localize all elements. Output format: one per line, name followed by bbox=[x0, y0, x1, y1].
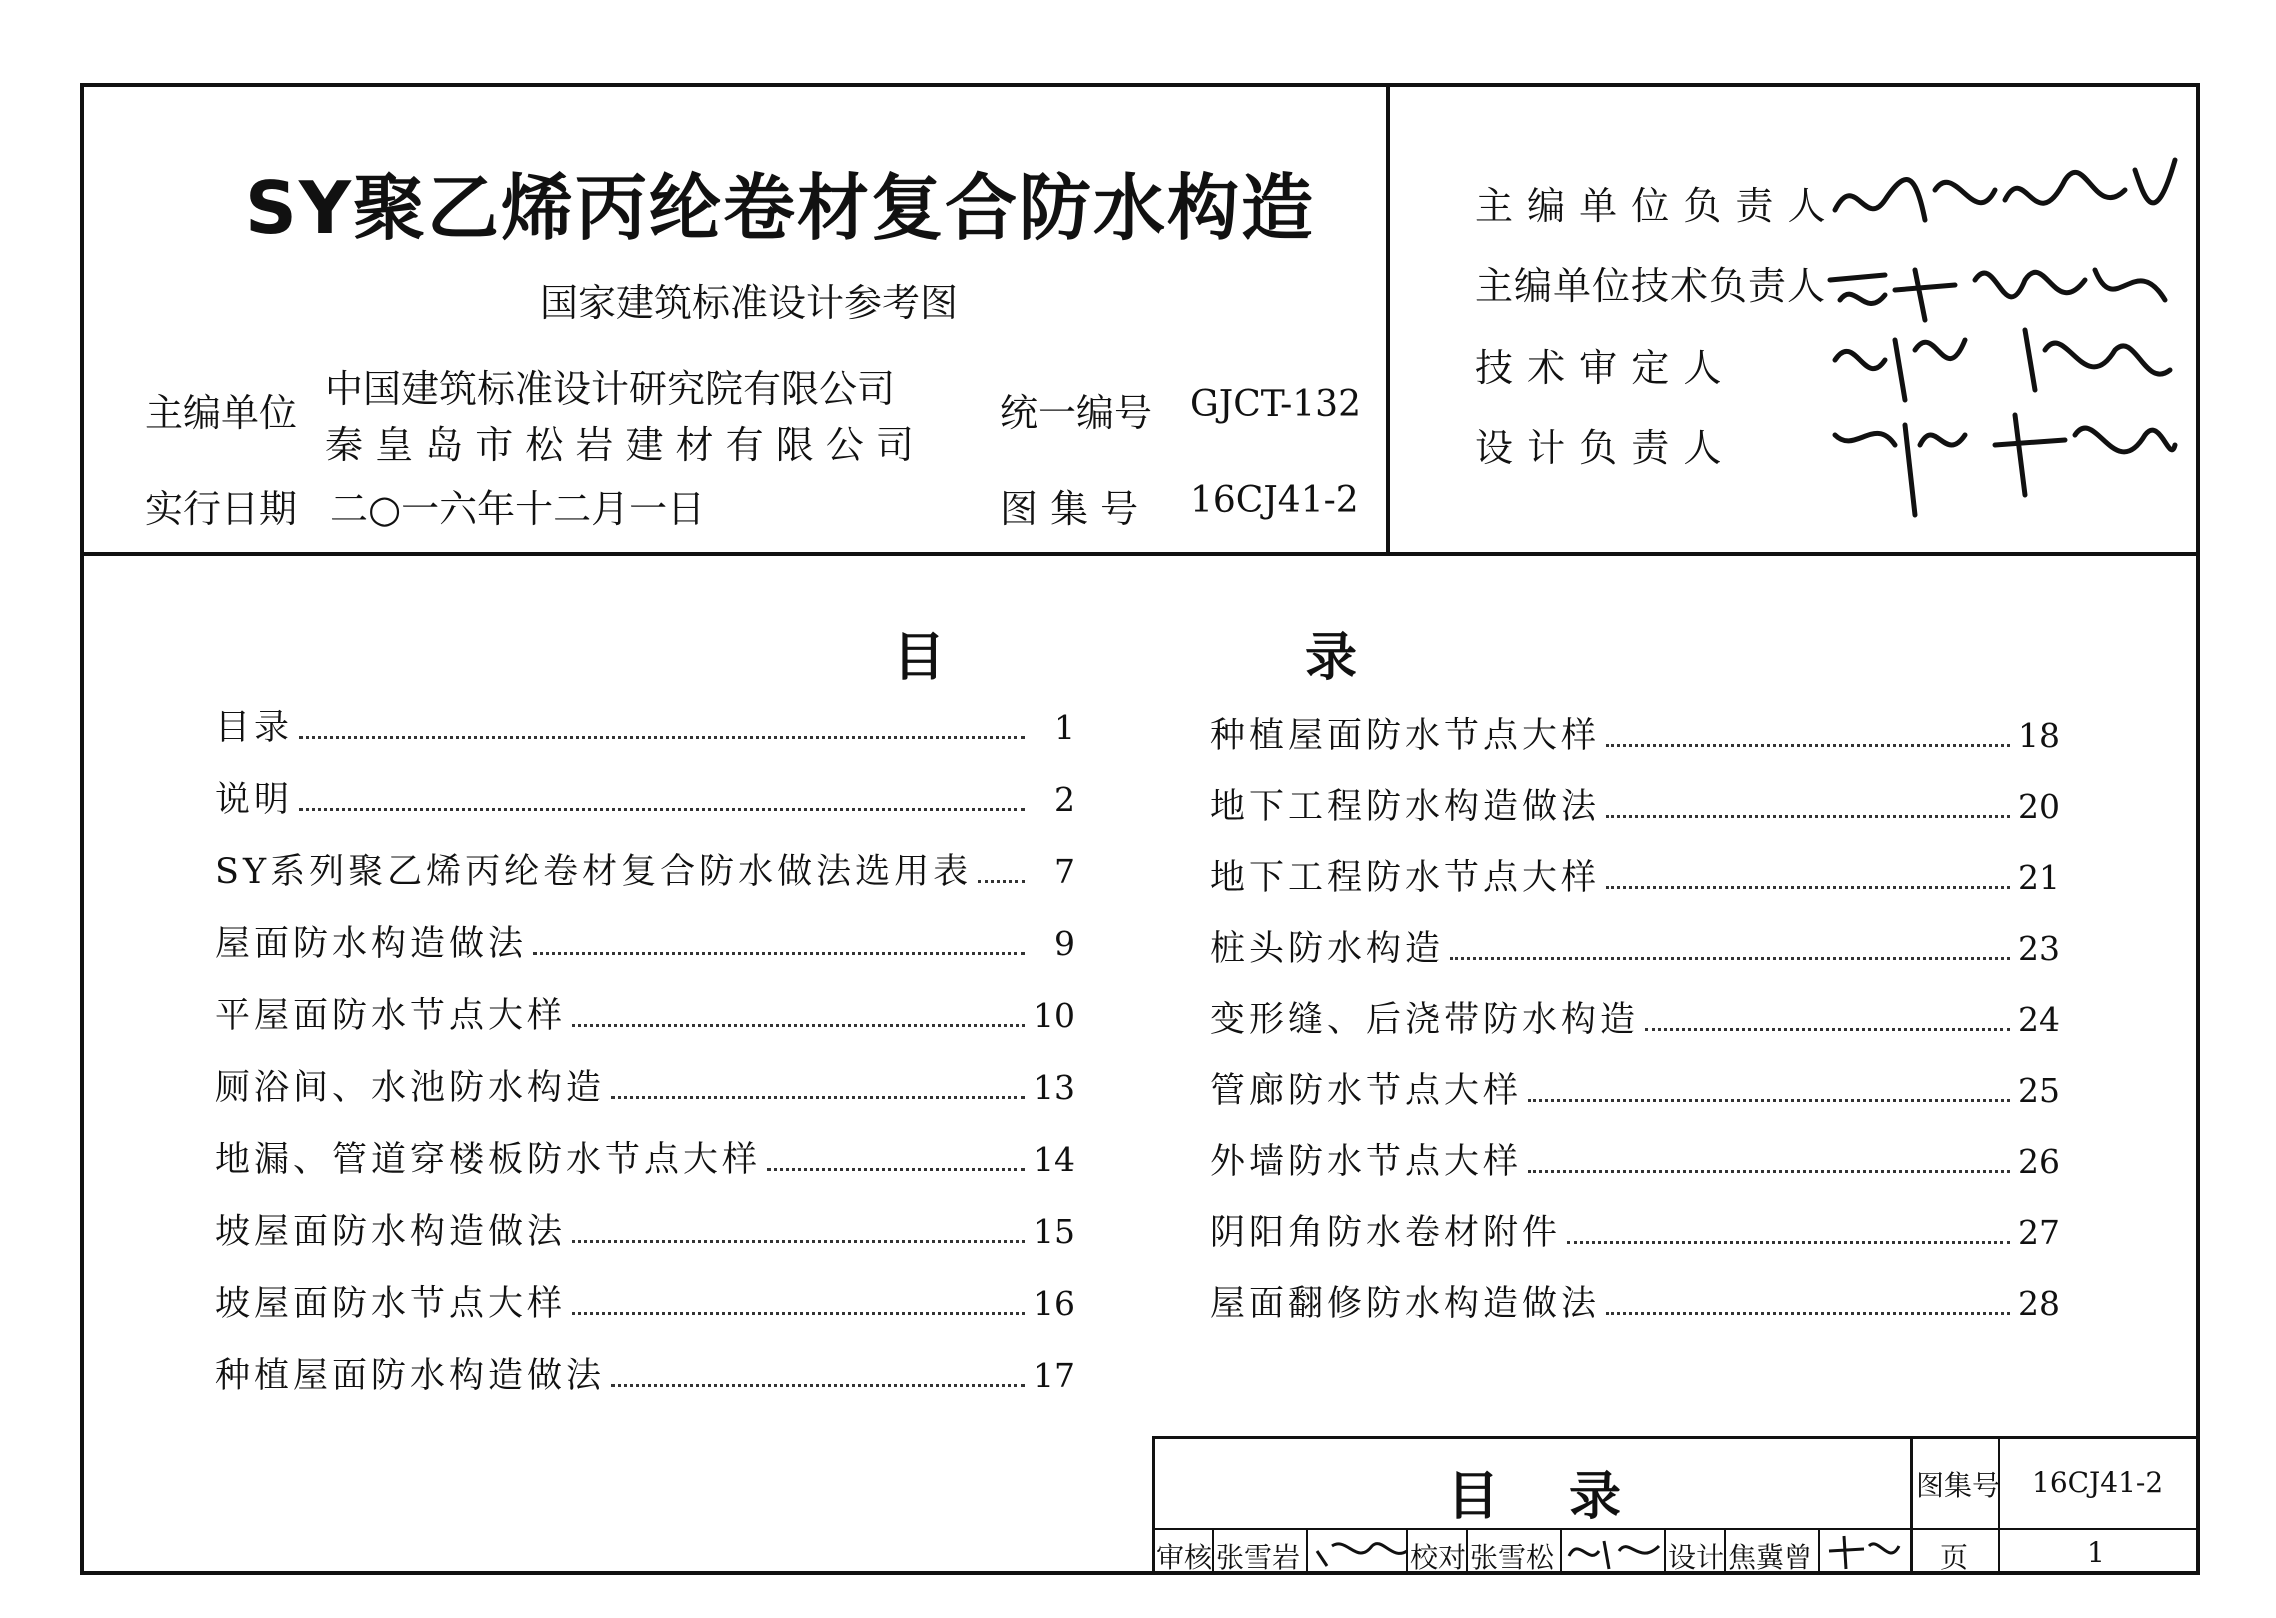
toc-leader-dots bbox=[1606, 1312, 2010, 1315]
title-block-atlas-value: 16CJ41-2 bbox=[2032, 1466, 2164, 1499]
toc-heading-left: 目 bbox=[893, 627, 946, 688]
toc-entry-title: 地漏、管道穿楼板防水节点大样 bbox=[215, 1140, 762, 1180]
toc-entry-title: 管廊防水节点大样 bbox=[1210, 1071, 1523, 1111]
tb-col-8 bbox=[1818, 1530, 1820, 1575]
toc-entry-title: 坡屋面防水构造做法 bbox=[215, 1212, 567, 1252]
toc-entry-page: 28 bbox=[2018, 1284, 2060, 1323]
toc-entry-page: 16 bbox=[1033, 1284, 1075, 1323]
review-label: 审核 bbox=[1156, 1541, 1213, 1574]
check-label: 校对 bbox=[1410, 1541, 1467, 1574]
toc-leader-dots bbox=[1606, 744, 2010, 747]
toc-entry-page: 1 bbox=[1054, 708, 1075, 747]
designer-signature bbox=[1824, 1531, 1904, 1571]
effective-date-label: 实行日期 bbox=[145, 487, 298, 531]
toc-leader-dots bbox=[1528, 1170, 2010, 1173]
toc-entry-page: 15 bbox=[1033, 1212, 1075, 1251]
toc-entry-title: 说明 bbox=[215, 780, 294, 820]
tb-col-5 bbox=[1560, 1530, 1562, 1575]
toc-entry-page: 21 bbox=[2018, 858, 2060, 897]
toc-entry[interactable] bbox=[1210, 779, 2060, 829]
toc-entry[interactable] bbox=[215, 772, 1075, 822]
toc-entry[interactable] bbox=[1210, 1063, 2060, 1113]
technical-approver-role: 技 术 审 定 人 bbox=[1475, 346, 1723, 390]
title-block-title: 目录 bbox=[1447, 1466, 1692, 1527]
toc-leader-dots bbox=[978, 880, 1025, 883]
toc-entry-page: 14 bbox=[1033, 1140, 1075, 1179]
toc-entry-title: 目录 bbox=[215, 708, 294, 748]
toc-entry-page: 17 bbox=[1033, 1356, 1075, 1395]
toc-entry-page: 7 bbox=[1054, 852, 1075, 891]
toc-entry[interactable] bbox=[215, 988, 1075, 1038]
toc-entry-page: 23 bbox=[2018, 929, 2060, 968]
checker-signature bbox=[1564, 1531, 1664, 1571]
tb-col-1 bbox=[1212, 1530, 1214, 1575]
toc-entry[interactable] bbox=[1210, 992, 2060, 1042]
design-lead-signature bbox=[1825, 395, 2185, 525]
title-block-page-label: 页 bbox=[1940, 1541, 1969, 1574]
toc-entry-page: 27 bbox=[2018, 1213, 2060, 1252]
toc-leader-dots bbox=[533, 952, 1025, 955]
toc-entry-title: 种植屋面防水节点大样 bbox=[1210, 716, 1601, 756]
document-subtitle: 国家建筑标准设计参考图 bbox=[540, 281, 959, 325]
toc-leader-dots bbox=[299, 736, 1025, 739]
toc-leader-dots bbox=[611, 1384, 1025, 1387]
toc-entry-title: 厕浴间、水池防水构造 bbox=[215, 1068, 606, 1108]
toc-entry[interactable] bbox=[1210, 1205, 2060, 1255]
checker-name: 张雪松 bbox=[1470, 1541, 1555, 1574]
reviewer-name: 张雪岩 bbox=[1216, 1541, 1301, 1574]
toc-entry-title: 桩头防水构造 bbox=[1210, 929, 1445, 969]
toc-entry-page: 25 bbox=[2018, 1071, 2060, 1110]
toc-entry[interactable] bbox=[215, 700, 1075, 750]
toc-leader-dots bbox=[1606, 886, 2010, 889]
toc-entry-page: 13 bbox=[1033, 1068, 1075, 1107]
toc-entry[interactable] bbox=[215, 916, 1075, 966]
toc-entry[interactable] bbox=[215, 1348, 1075, 1398]
toc-entry-title: 地下工程防水构造做法 bbox=[1210, 787, 1601, 827]
tb-col-7 bbox=[1724, 1530, 1726, 1575]
atlas-number: 16CJ41-2 bbox=[1190, 480, 1359, 521]
toc-leader-dots bbox=[1567, 1241, 2010, 1244]
toc-entry-title: 外墙防水节点大样 bbox=[1210, 1142, 1523, 1182]
toc-entry-page: 26 bbox=[2018, 1142, 2060, 1181]
tb-col-2 bbox=[1306, 1530, 1308, 1575]
toc-leader-dots bbox=[611, 1096, 1025, 1099]
toc-leader-dots bbox=[572, 1240, 1025, 1243]
toc-entry-title: 屋面翻修防水构造做法 bbox=[1210, 1284, 1601, 1324]
toc-entry-title: 平屋面防水节点大样 bbox=[215, 996, 567, 1036]
toc-entry[interactable] bbox=[1210, 1134, 2060, 1184]
toc-entry-page: 18 bbox=[2018, 716, 2060, 755]
toc-entry-title: 坡屋面防水节点大样 bbox=[215, 1284, 567, 1324]
toc-entry-title: SY系列聚乙烯丙纶卷材复合防水做法选用表 bbox=[215, 852, 973, 892]
toc-leader-dots bbox=[299, 808, 1025, 811]
toc-entry[interactable] bbox=[1210, 850, 2060, 900]
toc-entry-page: 2 bbox=[1054, 780, 1075, 819]
toc-entry[interactable] bbox=[215, 1276, 1075, 1326]
design-lead-role: 设 计 负 责 人 bbox=[1475, 426, 1723, 470]
toc-entry-title: 地下工程防水节点大样 bbox=[1210, 858, 1601, 898]
toc-entry[interactable] bbox=[215, 1060, 1075, 1110]
toc-entry[interactable] bbox=[215, 1132, 1075, 1182]
toc-entry[interactable] bbox=[1210, 921, 2060, 971]
toc-leader-dots bbox=[1606, 815, 2010, 818]
document-title: SY聚乙烯丙纶卷材复合防水构造 bbox=[245, 166, 1315, 250]
toc-entry-title: 种植屋面防水构造做法 bbox=[215, 1356, 606, 1396]
toc-heading-right: 录 bbox=[1305, 627, 1358, 688]
editor-unit-2: 秦 皇 岛 市 松 岩 建 材 有 限 公 司 bbox=[325, 423, 914, 467]
tb-col-6 bbox=[1664, 1530, 1666, 1575]
toc-entry-title: 变形缝、后浇带防水构造 bbox=[1210, 1000, 1640, 1040]
tb-col-4 bbox=[1466, 1530, 1468, 1575]
toc-entry-page: 20 bbox=[2018, 787, 2060, 826]
toc-entry-page: 10 bbox=[1033, 996, 1075, 1035]
toc-entry-title: 屋面防水构造做法 bbox=[215, 924, 528, 964]
toc-entry[interactable] bbox=[1210, 1276, 2060, 1326]
toc-entry-page: 24 bbox=[2018, 1000, 2060, 1039]
title-block bbox=[1152, 1436, 2196, 1574]
toc-leader-dots bbox=[572, 1312, 1025, 1315]
chief-editor-role: 主 编 单 位 负 责 人 bbox=[1475, 184, 1827, 228]
toc-entry-page: 9 bbox=[1054, 924, 1075, 963]
toc-entry-title: 阴阳角防水卷材附件 bbox=[1210, 1213, 1562, 1253]
designer-name: 焦冀曾 bbox=[1728, 1541, 1813, 1574]
toc-entry[interactable] bbox=[215, 844, 1075, 894]
toc-leader-dots bbox=[1450, 957, 2010, 960]
unified-number: GJCT-132 bbox=[1190, 384, 1361, 425]
toc-leader-dots bbox=[572, 1024, 1025, 1027]
toc-entry[interactable] bbox=[1210, 708, 2060, 758]
title-block-page-value: 1 bbox=[2087, 1536, 2105, 1569]
editor-unit-label: 主编单位 bbox=[145, 391, 298, 435]
effective-date: 二○一六年十二月一日 bbox=[330, 487, 706, 531]
unified-number-label: 统一编号 bbox=[1000, 391, 1153, 435]
tb-col-3 bbox=[1406, 1530, 1408, 1575]
toc-leader-dots bbox=[1645, 1028, 2010, 1031]
reviewer-signature bbox=[1312, 1531, 1412, 1571]
editor-unit-1: 中国建筑标准设计研究院有限公司 bbox=[325, 367, 896, 411]
signature-divider bbox=[1386, 83, 1390, 555]
toc-leader-dots bbox=[767, 1168, 1025, 1171]
title-block-atlas-label: 图集号 bbox=[1916, 1469, 2001, 1502]
design-label: 设计 bbox=[1668, 1541, 1725, 1574]
technical-lead-role: 主编单位技术负责人 bbox=[1475, 264, 1827, 308]
toc-leader-dots bbox=[1528, 1099, 2010, 1102]
header-divider bbox=[80, 552, 2200, 556]
toc-entry[interactable] bbox=[215, 1204, 1075, 1254]
atlas-number-label: 图 集 号 bbox=[1000, 487, 1139, 531]
